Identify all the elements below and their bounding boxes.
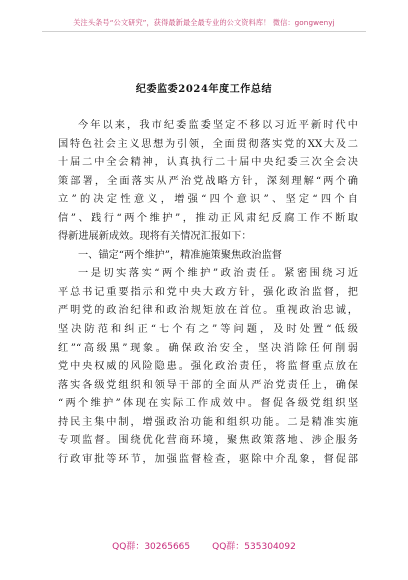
body-line: 红”“高级黑”现象。确保政治安全，坚决消除任何削弱 xyxy=(58,342,358,354)
body-line: 立”的决定性意义，增强“四个意识”、坚定“四个自 xyxy=(58,194,358,206)
body-line: 专项监督。围绕优化营商环境，聚焦政策落地、涉企服务 xyxy=(58,435,358,447)
body-line: 一是切实落实“两个维护”政治责任。紧密围绕习近 xyxy=(78,268,358,280)
body-line: 平总书记重要指示和党中央大政方针，强化政治监督，把 xyxy=(58,286,358,298)
body-line: 坚决防范和纠正“七个有之”等问题，及时处置“低级 xyxy=(58,324,358,336)
body-line: 国特色社会主义思想为引领，全面贯彻落实党的XX大及二 xyxy=(58,138,358,150)
body-line: 党中央权威的风险隐患。强化政治责任，将监督重点放在 xyxy=(58,361,358,373)
footer-qq-groups xyxy=(0,539,408,552)
body-line: 十届二中全会精神，认真执行二十届中央纪委三次全会决 xyxy=(58,157,358,169)
body-line: 策部署，全面落实从严治党战略方针，深刻理解“两个确 xyxy=(58,175,358,187)
header-divider xyxy=(42,31,366,32)
body-line: 落实各级党组织和领导干部的全面从严治党责任上，确保 xyxy=(58,379,358,391)
body-line: 信”、践行“两个维护”，推动正风肃纪反腐工作不断取 xyxy=(58,212,358,224)
body-line: 今年以来，我市纪委监委坚定不移以习近平新时代中 xyxy=(78,120,358,131)
body-line: 行政审批等环节，加强监督检查，驱除中介乱象，督促部 xyxy=(58,453,358,465)
header-banner: 关注头条号“公文研究”，获得最新最全最专业的公文资料库！ 微信：gongwenyj xyxy=(73,18,335,27)
qq-group-2: QQ群：535304092 xyxy=(212,542,296,552)
body-line: 严明党的政治纪律和政治规矩放在首位。重视政治忠诚， xyxy=(58,305,358,317)
body-line: “两个维护”体现在实际工作成效中。督促各级党组织坚 xyxy=(58,398,358,410)
qq-group-1: QQ群：30265665 xyxy=(112,542,191,552)
body-line: 持民主集中制，增强政治功能和组织功能。二是精准实施 xyxy=(58,416,358,428)
body-line: 得新进展新成效。现将有关情况汇报如下： xyxy=(58,231,252,243)
document-title: 纪委监委2024年度工作总结 xyxy=(135,84,273,95)
section-heading: 一、锚定“两个维护”，精准施策聚焦政治监督 xyxy=(78,249,282,261)
document-body xyxy=(58,117,358,469)
